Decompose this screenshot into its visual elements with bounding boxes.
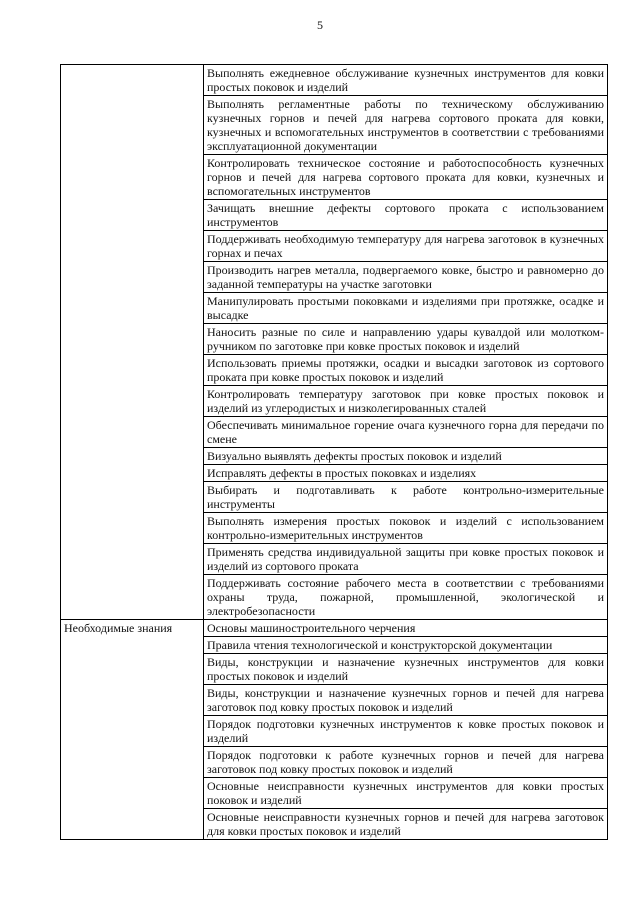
requirement-item: Поддерживать необходимую температуру для нагрева заготовок в кузнечных горнах и печах bbox=[204, 231, 608, 262]
requirement-item: Использовать приемы протяжки, осадки и высадки заготовок из сортового проката при ковке простых поковок и изделий bbox=[204, 355, 608, 386]
requirement-item: Выполнять ежедневное обслуживание кузнечных инструментов для ковки простых поковок и изделий bbox=[204, 65, 608, 96]
requirement-item: Выполнять измерения простых поковок и изделий с использованием контрольно-измерительных инструментов bbox=[204, 513, 608, 544]
requirement-item: Поддерживать состояние рабочего места в соответствии с требованиями охраны труда, пожарной, промышленной, экологической и электробезопасности bbox=[204, 575, 608, 620]
requirement-item: Выбирать и подготавливать к работе контрольно-измерительные инструменты bbox=[204, 482, 608, 513]
requirement-item: Порядок подготовки кузнечных инструментов к ковке простых поковок и изделий bbox=[204, 716, 608, 747]
requirement-item: Порядок подготовки к работе кузнечных горнов и печей для нагрева заготовок под ковку простых поковок и изделий bbox=[204, 747, 608, 778]
section-label: Необходимые знания bbox=[61, 620, 204, 840]
requirement-item: Манипулировать простыми поковками и изделиями при протяжке, осадке и высадке bbox=[204, 293, 608, 324]
table-row bbox=[61, 620, 608, 637]
requirement-item: Применять средства индивидуальной защиты при ковке простых поковок и изделий из сортового проката bbox=[204, 544, 608, 575]
requirement-item: Визуально выявлять дефекты простых поковок и изделий bbox=[204, 448, 608, 465]
requirement-item: Контролировать техническое состояние и работоспособность кузнечных горнов и печей для нагрева сортового проката для ковки, кузнечных и вспомогательных инструментов bbox=[204, 155, 608, 200]
requirement-item: Наносить разные по силе и направлению удары кувалдой или молотком-ручником по заготовке при ковке простых поковок и изделий bbox=[204, 324, 608, 355]
requirement-item: Производить нагрев металла, подвергаемого ковке, быстро и равномерно до заданной температуры на участке заготовки bbox=[204, 262, 608, 293]
requirement-item: Обеспечивать минимальное горение очага кузнечного горна для передачи по смене bbox=[204, 417, 608, 448]
requirement-item: Правила чтения технологической и конструкторской документации bbox=[204, 637, 608, 654]
requirement-item: Исправлять дефекты в простых поковках и изделиях bbox=[204, 465, 608, 482]
page-number: 5 bbox=[317, 18, 323, 32]
requirement-item: Основные неисправности кузнечных горнов и печей для нагрева заготовок для ковки простых поковок и изделий bbox=[204, 809, 608, 840]
section-label bbox=[61, 65, 204, 620]
requirement-item: Основы машиностроительного черчения bbox=[204, 620, 608, 637]
requirement-item: Выполнять регламентные работы по техническому обслуживанию кузнечных горнов и печей для нагрева сортового проката для ковки, кузнечных и вспомогательных инструментов в соответствии с требованиями эксплуатационной документации bbox=[204, 96, 608, 155]
requirement-item: Виды, конструкции и назначение кузнечных инструментов для ковки простых поковок и изделий bbox=[204, 654, 608, 685]
requirement-item: Виды, конструкции и назначение кузнечных горнов и печей для нагрева заготовок под ковку простых поковок и изделий bbox=[204, 685, 608, 716]
table-row bbox=[61, 65, 608, 96]
requirement-item: Основные неисправности кузнечных инструментов для ковки простых поковок и изделий bbox=[204, 778, 608, 809]
requirement-item: Контролировать температуру заготовок при ковке простых поковок и изделий из углеродистых и низколегированных сталей bbox=[204, 386, 608, 417]
requirement-item: Зачищать внешние дефекты сортового проката с использованием инструментов bbox=[204, 200, 608, 231]
requirements-table bbox=[60, 64, 608, 840]
